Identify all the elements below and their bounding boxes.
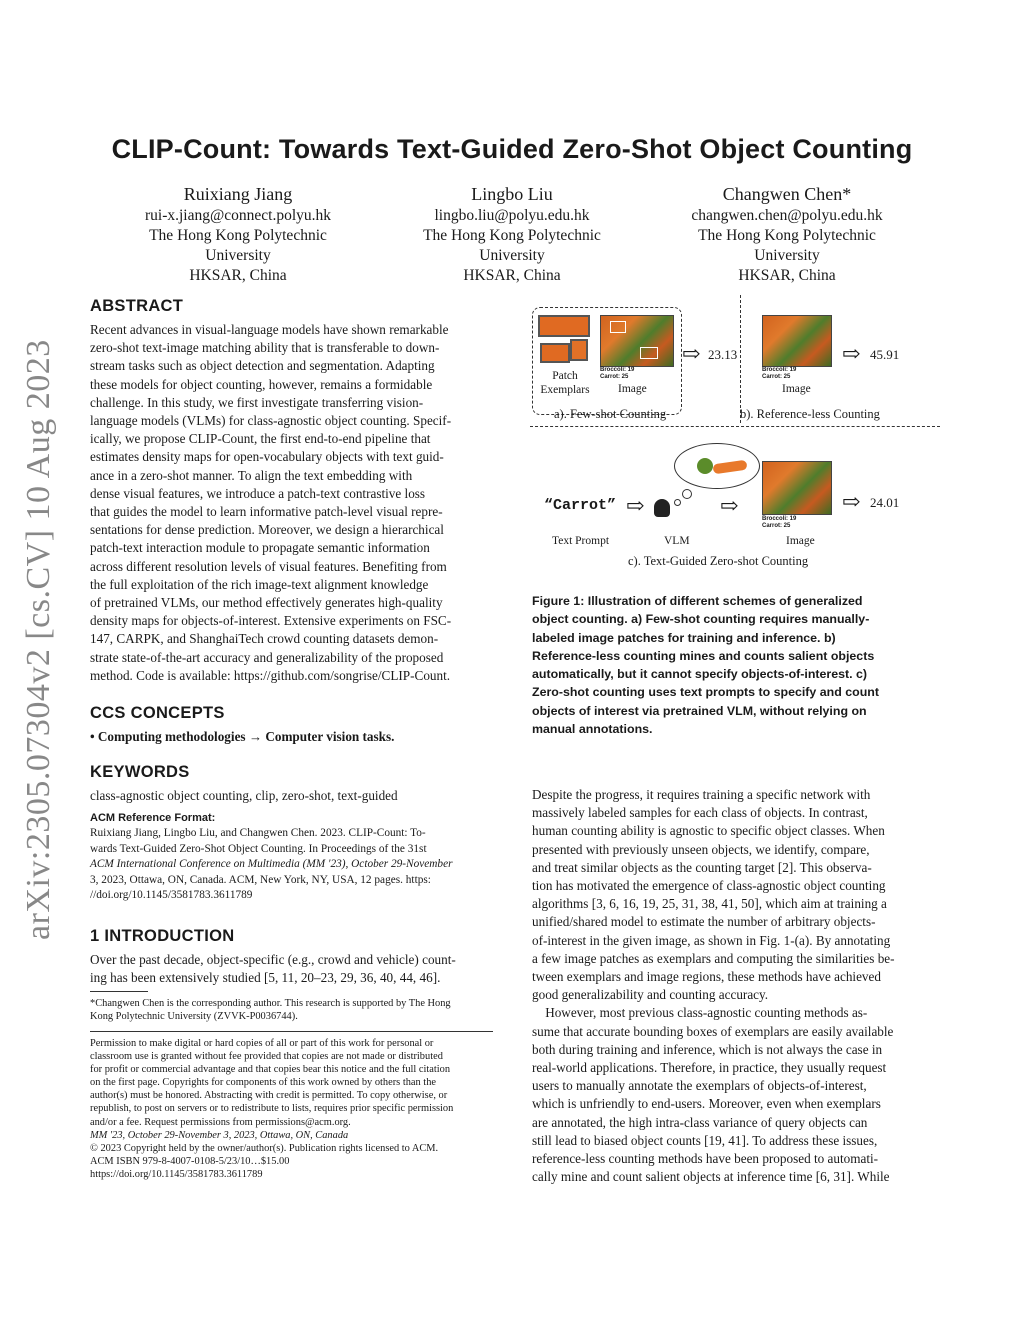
thought-bubble xyxy=(674,499,681,506)
right-arrow-icon: ⇨ xyxy=(842,341,861,366)
author-affiliation-2: University xyxy=(479,247,545,264)
fewshot-count: 23.13 xyxy=(708,347,738,362)
bbox-overlay xyxy=(610,321,626,333)
caption-line: Reference-less counting mines and counts salient objects xyxy=(532,648,875,663)
text-prompt: “Carrot” xyxy=(544,497,617,514)
abstract-line: strate state-of-the-art accuracy and generalizability of the proposed xyxy=(90,649,444,665)
acm-ref-line: Ruixiang Jiang, Lingbo Liu, and Changwen Chen. 2023. CLIP-Count: To- xyxy=(90,827,426,839)
body-line: both during training and inference, which is not always the case in xyxy=(532,1041,883,1057)
head-icon xyxy=(654,499,670,517)
body-line: still lead to biased object counts [19, 41]. To address these issues, xyxy=(532,1132,878,1148)
abstract-line: method. Code is available: https://github.com/songrise/CLIP-Count. xyxy=(90,667,451,683)
right-arrow-icon: ⇨ xyxy=(720,493,739,518)
caption-line: automatically, but it cannot specify objects-of-interest. c) xyxy=(532,667,868,682)
author-affiliation-2: University xyxy=(754,247,820,264)
permission-line: on the first page. Copyrights for components of this work owned by others than the xyxy=(90,1077,437,1089)
figure-caption xyxy=(532,592,934,738)
count-tags xyxy=(600,367,634,381)
author-location: HKSAR, China xyxy=(738,267,836,284)
exemplar-patch xyxy=(570,339,588,361)
abstract-line: zero-shot text-image matching ability that is transferable to down- xyxy=(90,340,440,356)
author-name: Lingbo Liu xyxy=(471,184,553,204)
bbox-overlay xyxy=(640,347,658,359)
body-line: good generalizability and counting accuracy. xyxy=(532,987,769,1003)
exemplar-patch xyxy=(538,315,590,337)
abstract-line: of pretrained VLMs, our method effectively generates high-quality xyxy=(90,595,443,611)
intro-line: ing has been extensively studied [5, 11, 20–23, 29, 36, 40, 44, 46]. xyxy=(90,970,441,986)
permission-line: MM '23, October 29-November 3, 2023, Ottawa, ON, Canada xyxy=(90,1129,349,1141)
body-line: which is unfriendly to end-users. Moreover, even when exemplars xyxy=(532,1096,881,1112)
right-arrow-icon: ⇨ xyxy=(626,493,645,518)
carrot-count: Carrot: 25 xyxy=(762,523,791,529)
abstract-line: language models (VLMs) for class-agnostic object counting. Specif- xyxy=(90,413,452,429)
refless-count: 45.91 xyxy=(870,347,900,362)
abstract-line: the full exploitation of the rich image-text alignment knowledge xyxy=(90,576,429,592)
refless-image xyxy=(762,315,832,367)
body-line: sume that accurate bounding boxes of exemplars are easily available xyxy=(532,1023,894,1039)
abstract-line: Recent advances in visual-language models have shown remarkable xyxy=(90,322,449,337)
permission-line: Permission to make digital or hard copies of all or part of this work for personal or xyxy=(90,1038,434,1049)
abstract-line: ically, we propose CLIP-Count, the first end-to-end pipeline that xyxy=(90,431,431,447)
image-label: Image xyxy=(782,383,811,395)
abstract-heading: ABSTRACT xyxy=(90,297,184,315)
text-prompt-label: Text Prompt xyxy=(552,535,610,547)
permission-line: © 2023 Copyright held by the owner/author(s). Publication rights licensed to ACM. xyxy=(90,1142,439,1154)
intro-body xyxy=(90,951,493,987)
author-affiliation: The Hong Kong Polytechnic xyxy=(149,227,327,244)
permission-line: classroom use is granted without fee provided that copies are not made or distributed xyxy=(90,1051,443,1063)
abstract-line: dense visual features, we introduce a patch-text contrastive loss xyxy=(90,485,426,501)
carrot-count: Carrot: 25 xyxy=(762,374,791,380)
broccoli-count: Broccoli: 19 xyxy=(600,367,635,373)
zeroshot-count: 24.01 xyxy=(870,495,900,510)
body-line: Despite the progress, it requires training a specific network with xyxy=(532,787,871,802)
zeroshot-image xyxy=(762,461,832,515)
body-line: massively labeled samples for each class of objects. In contrast, xyxy=(532,805,868,821)
broccoli-count: Broccoli: 19 xyxy=(762,367,797,373)
caption-line: Figure 1: Illustration of different schemes of generalized xyxy=(532,594,863,608)
acm-ref-line: wards Text-Guided Zero-Shot Object Counting. In Proceedings of the 31st xyxy=(90,842,427,855)
abstract-line: these models for object counting, however, remains a formidable xyxy=(90,376,433,392)
abstract-line: sentations for dense prediction. Moreover, we design a hierarchical xyxy=(90,522,444,538)
caption-line: Zero-shot counting uses text prompts to specify and count xyxy=(532,685,879,700)
abstract-line: across different resolution levels of visual features. Benefiting from xyxy=(90,558,447,574)
footnote-line: Kong Polytechnic University (ZVVK-P0036744). xyxy=(90,1011,298,1023)
horizontal-separator xyxy=(530,426,940,427)
paper-title: CLIP-Count: Towards Text-Guided Zero-Shot Object Counting xyxy=(111,134,913,164)
footnote xyxy=(90,997,493,1023)
label-c: c). Text-Guided Zero-shot Counting xyxy=(628,554,809,568)
body-line: human counting ability is agnostic to specific object classes. When xyxy=(532,823,885,839)
author-email: changwen.chen@polyu.edu.hk xyxy=(691,207,883,224)
exemplar-patch xyxy=(540,343,570,363)
permission-line: and/or a fee. Request permissions from permissions@acm.org. xyxy=(90,1116,351,1128)
ccs-heading: CCS CONCEPTS xyxy=(90,704,225,722)
carrot-count: Carrot: 25 xyxy=(600,374,629,380)
vertical-separator xyxy=(740,295,741,423)
body-line: tion has motivated the emergence of class-agnostic object counting xyxy=(532,878,886,894)
abstract-line: that guides the model to learn informative patch-level visual repre- xyxy=(90,504,443,520)
author-email: lingbo.liu@polyu.edu.hk xyxy=(434,207,590,224)
permission-line: for profit or commercial advantage and that copies bear this notice and the full citation xyxy=(90,1064,451,1076)
figure-1 xyxy=(530,295,940,585)
count-tags xyxy=(762,516,796,530)
body-line: a few image patches as exemplars and computing the similarities be- xyxy=(532,950,895,966)
keywords-text: class-agnostic object counting, clip, zero-shot, text-guided xyxy=(90,788,398,803)
acm-ref-line: //doi.org/10.1145/3581783.3611789 xyxy=(90,889,253,902)
body-line: are annotated, the high intra-class variance of query objects can xyxy=(532,1114,868,1130)
body-line: presented with previously unseen objects, we identify, compare, xyxy=(532,841,870,857)
image-label: Image xyxy=(786,535,815,547)
abstract-line: density maps for objects-of-interest. Extensive experiments on FSC- xyxy=(90,613,452,629)
intro-line: Over the past decade, object-specific (e.g., crowd and vehicle) count- xyxy=(90,952,456,967)
abstract-line: stream tasks such as object detection and segmentation. Adapting xyxy=(90,358,435,374)
label-b: b). Reference-less Counting xyxy=(740,407,880,421)
patch-exemplars-label xyxy=(530,369,600,397)
author-affiliation-2: University xyxy=(205,247,271,264)
body-line: unified/shared model to estimate the number of arbitrary objects- xyxy=(532,914,876,930)
abstract-line: estimates density maps for open-vocabulary objects with text guid- xyxy=(90,449,444,465)
author-name: Changwen Chen* xyxy=(722,184,852,204)
abstract-body xyxy=(90,321,493,685)
body-line: cally mine and count salient objects at inference time [6, 31]. While xyxy=(532,1169,890,1185)
label-a: a). Few-shot Counting xyxy=(554,407,667,421)
caption-line: manual annotations. xyxy=(532,722,653,737)
acm-ref-heading: ACM Reference Format: xyxy=(90,812,216,824)
author-3 xyxy=(657,183,917,286)
caption-line: object counting. a) Few-shot counting requires manually- xyxy=(532,612,870,627)
patch-exemplars-label-line: Exemplars xyxy=(540,384,590,396)
author-name: Ruixiang Jiang xyxy=(183,184,293,204)
body-line: and treat similar objects as the counting target [2]. This observa- xyxy=(532,859,872,875)
ccs-text: • Computing methodologies → Computer vision tasks. xyxy=(90,729,395,744)
permission-line: republish, to post on servers or to redistribute to lists, requires prior specific permission xyxy=(90,1103,454,1115)
author-location: HKSAR, China xyxy=(463,267,561,284)
acm-ref-line: ACM International Conference on Multimedia (MM '23), October 29-November xyxy=(90,858,453,871)
abstract-line: 147, CARPK, and ShanghaiTech crowd counting datasets demon- xyxy=(90,631,439,647)
author-2 xyxy=(382,183,642,286)
body-line: tween exemplars and image regions, these methods have achieved xyxy=(532,969,881,985)
footnote-line: *Changwen Chen is the corresponding author. This research is supported by The Hong xyxy=(90,998,451,1009)
keywords-heading: KEYWORDS xyxy=(90,763,190,781)
caption-line: labeled image patches for training and inference. b) xyxy=(532,630,836,645)
right-body xyxy=(532,786,935,1186)
acm-ref-body xyxy=(90,826,493,904)
body-line: users to manually annotate the exemplars of objects-of-interest, xyxy=(532,1078,867,1094)
image-label: Image xyxy=(618,383,647,395)
author-affiliation: The Hong Kong Polytechnic xyxy=(423,227,601,244)
broccoli-count: Broccoli: 19 xyxy=(762,516,797,522)
right-arrow-icon: ⇨ xyxy=(682,341,701,366)
right-arrow-icon: ⇨ xyxy=(842,489,861,514)
carrot-icon xyxy=(712,460,747,475)
abstract-line: ance in a zero-shot manner. To align the text embedding with xyxy=(90,467,413,483)
broccoli-icon xyxy=(697,458,713,474)
body-line: real-world applications. Therefore, in practice, they usually request xyxy=(532,1060,887,1076)
thought-cloud xyxy=(674,443,760,489)
permission-line: author(s) must be honored. Abstracting with credit is permitted. To copy otherwise, or xyxy=(90,1090,448,1102)
author-affiliation: The Hong Kong Polytechnic xyxy=(698,227,876,244)
intro-heading: 1 INTRODUCTION xyxy=(90,927,235,945)
acm-ref-line: 3, 2023, Ottawa, ON, Canada. ACM, New York, NY, USA, 12 pages. https: xyxy=(90,873,431,886)
count-tags xyxy=(762,367,796,381)
footnote-rule xyxy=(90,991,148,992)
vlm-label: VLM xyxy=(664,535,690,547)
thought-bubble xyxy=(682,489,692,499)
body-line: of-interest in the given image, as shown in Fig. 1-(a). By annotating xyxy=(532,932,891,948)
arxiv-stamp: arXiv:2305.07304v2 [cs.CV] 10 Aug 2023 xyxy=(20,339,57,940)
author-email: rui-x.jiang@connect.polyu.hk xyxy=(144,207,332,224)
abstract-line: challenge. In this study, we first investigate transferring vision- xyxy=(90,394,424,410)
body-line: reference-less counting methods have been proposed to automati- xyxy=(532,1151,879,1167)
permission-block xyxy=(90,1037,493,1181)
caption-line: objects of interest via pretrained VLM, without relying on xyxy=(532,703,867,718)
abstract-line: patch-text interaction module to propagate semantic information xyxy=(90,540,430,556)
permission-line: https://doi.org/10.1145/3581783.3611789 xyxy=(90,1168,263,1180)
author-location: HKSAR, China xyxy=(189,267,287,284)
body-line: algorithms [3, 6, 16, 19, 25, 31, 38, 41, 50], which aim at training a xyxy=(532,896,887,912)
permission-rule xyxy=(90,1031,493,1032)
body-line: However, most previous class-agnostic counting methods as- xyxy=(532,1005,868,1021)
permission-line: ACM ISBN 979-8-4007-0108-5/23/10…$15.00 xyxy=(90,1155,290,1167)
patch-exemplars-label-line: Patch xyxy=(552,370,578,382)
author-1 xyxy=(108,183,368,286)
